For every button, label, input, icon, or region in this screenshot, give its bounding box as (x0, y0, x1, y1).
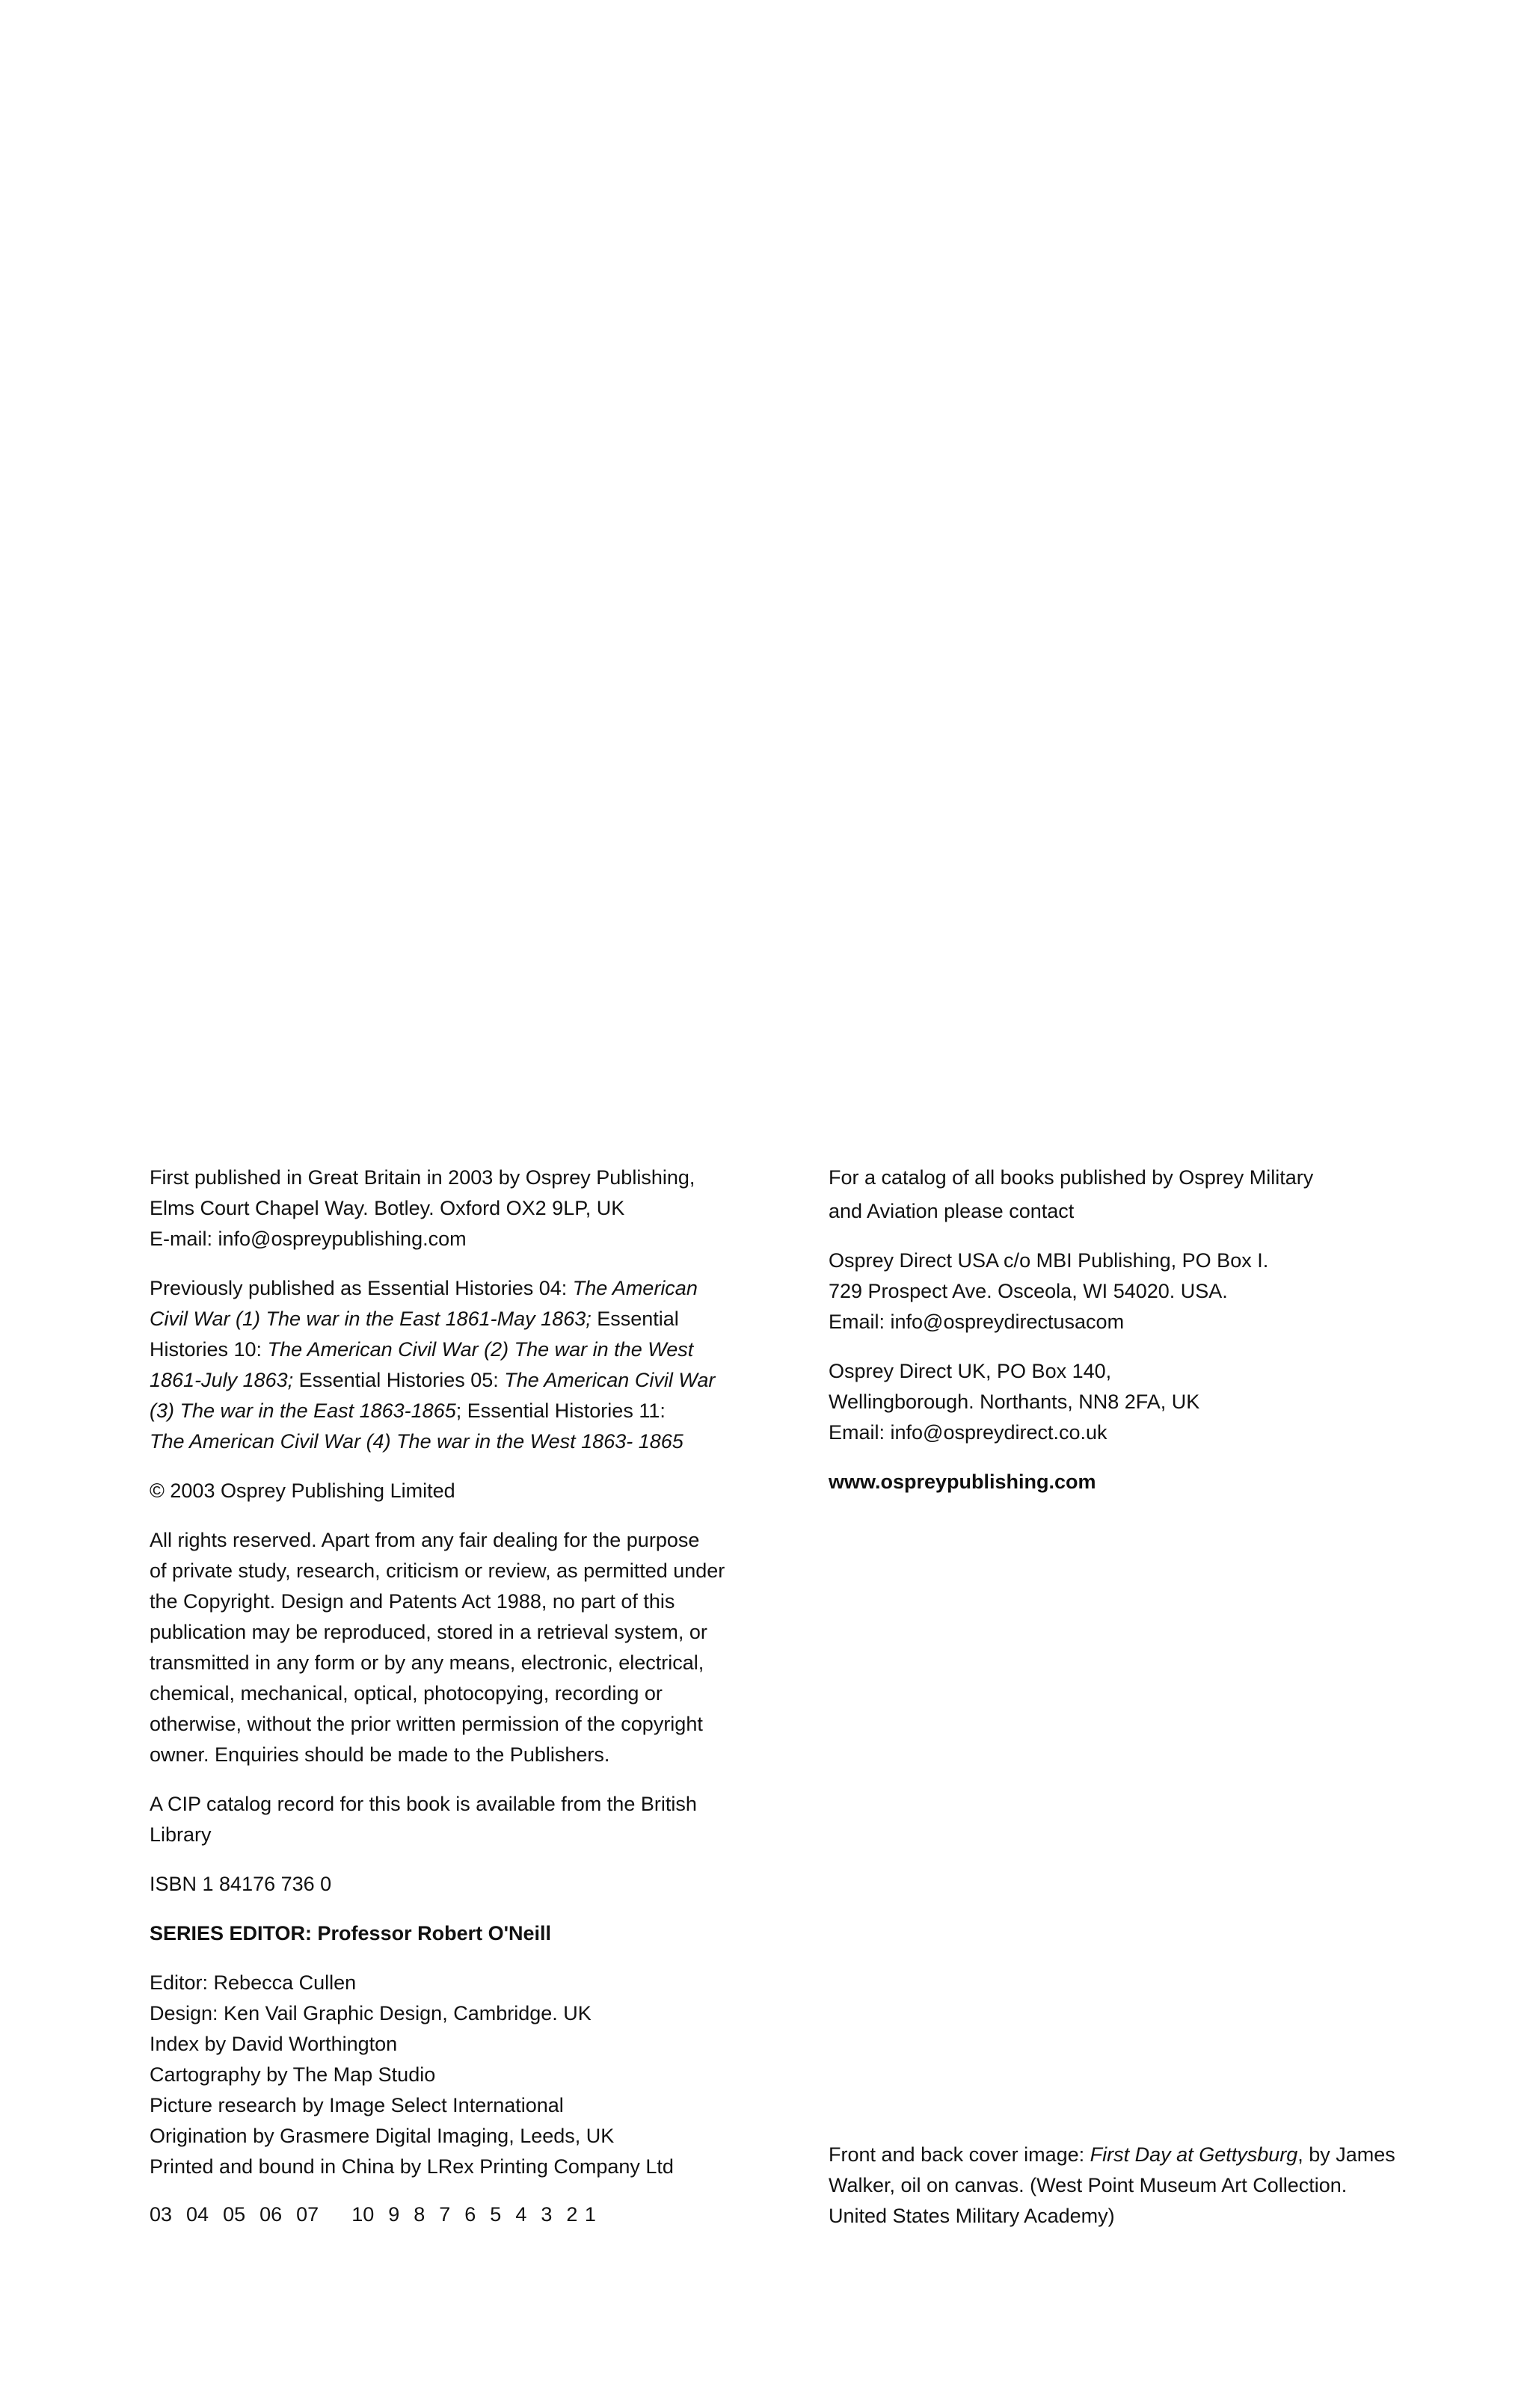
text-line: Walker, oil on canvas. (West Point Museum Art Collection. (829, 2174, 1348, 2196)
text-line: publication may be reproduced, stored in a retrieval system, or (150, 1621, 707, 1643)
isbn: ISBN 1 84176 736 0 (150, 1873, 332, 1895)
text-line: Osprey Direct UK, PO Box 140, (829, 1360, 1112, 1382)
left-column (150, 1163, 778, 2201)
catalog-block (829, 1163, 1427, 1227)
text-span: ; Essential Histories 11: (455, 1399, 666, 1422)
text-span: Previously published as Essential Histories 04: (150, 1277, 573, 1299)
text-line: Wellingborough. Northants, NN8 2FA, UK (829, 1391, 1200, 1413)
text-line (150, 1273, 778, 1304)
text-span: Front and back cover image: (829, 2143, 1090, 2166)
credit-line: Cartography by The Map Studio (150, 2063, 436, 2086)
text-line: First published in Great Britain in 2003 by Osprey Publishing, (150, 1166, 695, 1189)
text-line (150, 1365, 778, 1396)
email-line: E-mail: info@ospreypublishing.com (150, 1228, 467, 1250)
italic-title: 1861-July 1863; (150, 1369, 294, 1391)
text-line: of private study, research, criticism or review, as permitted under (150, 1559, 725, 1582)
cip-block (150, 1789, 778, 1850)
text-line (150, 1304, 778, 1334)
text-line: Elms Court Chapel Way. Botley. Oxford OX2 9LP, UK (150, 1197, 625, 1219)
italic-title: The American (572, 1277, 698, 1299)
rights-block (150, 1525, 778, 1770)
previously-published-block (150, 1273, 778, 1457)
text-span: Essential Histories 05: (293, 1369, 505, 1391)
credit-line: Index by David Worthington (150, 2033, 398, 2055)
credit-line: Origination by Grasmere Digital Imaging, Leeds, UK (150, 2125, 615, 2147)
italic-title: (3) The war in the East 1863-1865 (150, 1399, 456, 1422)
text-line: 729 Prospect Ave. Osceola, WI 54020. USA. (829, 1280, 1228, 1302)
print-years: 03 04 05 06 07 (150, 2203, 319, 2226)
copyright-line: © 2003 Osprey Publishing Limited (150, 1479, 455, 1502)
email-line: Email: info@ospreydirect.co.uk (829, 1421, 1107, 1444)
first-published-block (150, 1163, 778, 1254)
italic-title: First Day at Gettysburg (1090, 2143, 1298, 2166)
credit-line: Printed and bound in China by LRex Printing Company Ltd (150, 2155, 674, 2178)
italic-title: The American Civil War (4) The war in the West 1863- 1865 (150, 1430, 683, 1453)
cover-credit-block (829, 2140, 1449, 2232)
text-line: A CIP catalog record for this book is available from the British (150, 1793, 697, 1815)
right-column (829, 1163, 1427, 1516)
text-span: Histories 10: (150, 1338, 268, 1361)
credits-block (150, 1968, 778, 2182)
italic-title: Civil War (1) The war in the East 1861-May 1863; (150, 1308, 592, 1330)
text-line: For a catalog of all books published by Osprey Military (829, 1166, 1314, 1189)
text-span: Essential (591, 1308, 679, 1330)
text-line: chemical, mechanical, optical, photocopying, recording or (150, 1682, 663, 1705)
website-link: www.ospreypublishing.com (829, 1471, 1096, 1493)
italic-title: The American Civil War (2) The war in the West (267, 1338, 694, 1361)
credit-line: Design: Ken Vail Graphic Design, Cambridge. UK (150, 2002, 592, 2024)
text-line: Library (150, 1823, 212, 1846)
text-line: transmitted in any form or by any means, electronic, electrical, (150, 1651, 704, 1674)
text-line: and Aviation please contact (829, 1200, 1075, 1222)
text-line: Osprey Direct USA c/o MBI Publishing, PO Box I. (829, 1249, 1269, 1272)
text-line (150, 1396, 778, 1426)
text-line: owner. Enquiries should be made to the Publishers. (150, 1743, 610, 1766)
text-line: All rights reserved. Apart from any fair dealing for the purpose (150, 1529, 700, 1551)
text-line (150, 1426, 778, 1457)
text-span: , by James (1297, 2143, 1395, 2166)
usa-contact-block (829, 1245, 1427, 1337)
credit-line: Editor: Rebecca Cullen (150, 1971, 357, 1994)
printing-line (150, 2199, 596, 2230)
uk-contact-block (829, 1356, 1427, 1448)
text-line (150, 1334, 778, 1365)
series-editor: SERIES EDITOR: Professor Robert O'Neill (150, 1922, 552, 1944)
email-line: Email: info@ospreydirectusacom (829, 1311, 1125, 1333)
text-line: United States Military Academy) (829, 2205, 1115, 2227)
text-line: the Copyright. Design and Patents Act 1988, no part of this (150, 1590, 675, 1613)
credit-line: Picture research by Image Select International (150, 2094, 564, 2116)
print-numbers: 10 9 8 7 6 5 4 3 2 1 (351, 2203, 596, 2226)
text-line (829, 2140, 1449, 2170)
italic-title: The American Civil War (504, 1369, 716, 1391)
text-line: otherwise, without the prior written permission of the copyright (150, 1713, 703, 1735)
